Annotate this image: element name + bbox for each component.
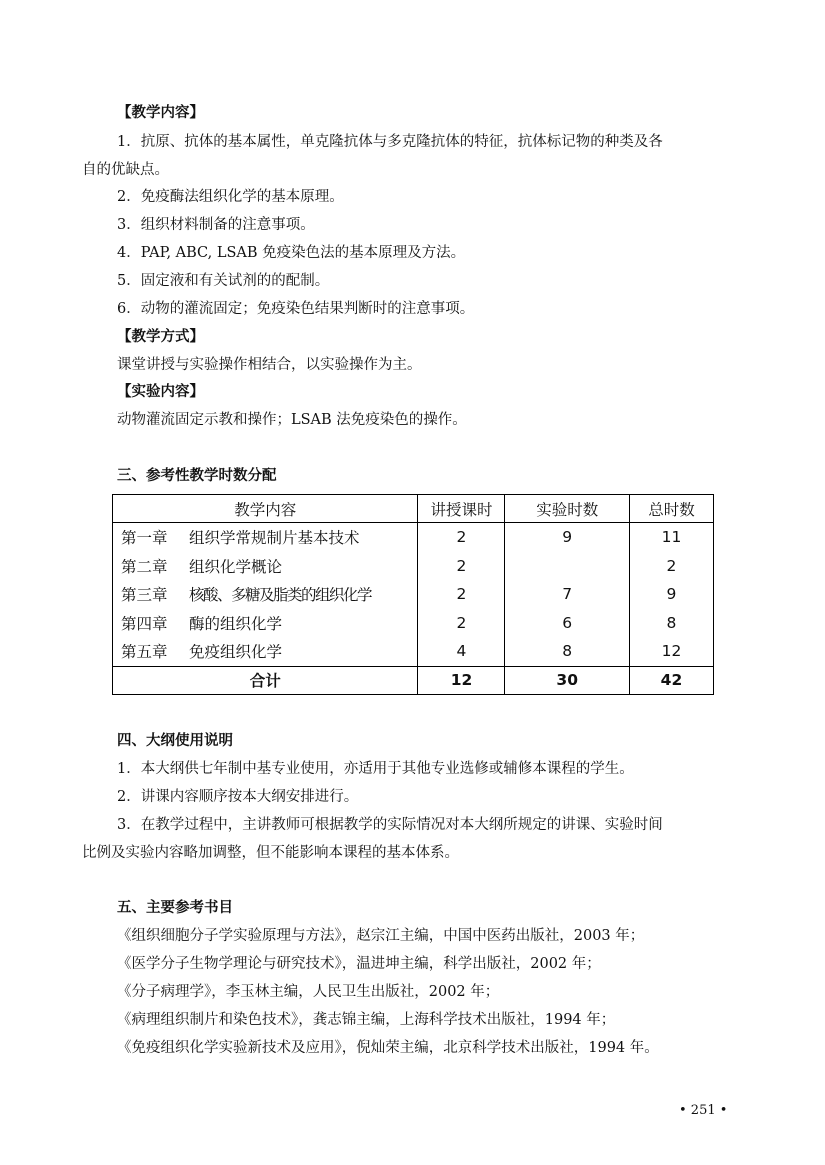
table-header-row (113, 495, 714, 523)
total-hours: 2 (629, 552, 713, 581)
column-header-lab: 实验时数 (505, 495, 629, 523)
lecture-hours: 2 (418, 580, 505, 609)
table-row (113, 609, 714, 638)
teaching-content-item-6: 6．动物的灌流固定；免疫染色结果判断时的注意事项。 (117, 301, 475, 317)
chapter-title: 核酸、多糖及脂类的组织化学 (189, 586, 372, 605)
usage-item-2: 2．讲课内容顺序按本大纲安排进行。 (117, 789, 359, 805)
chapter-label: 第一章 (121, 529, 168, 548)
row-content (113, 523, 418, 552)
lab-hours: 7 (505, 580, 629, 609)
chapter-title: 免疫组织化学 (189, 643, 283, 662)
chapter-title: 组织化学概论 (189, 557, 283, 576)
total-hours: 8 (629, 609, 713, 638)
reference-item: 《免疫组织化学实验新技术及应用》，倪灿荣主编，北京科学技术出版社，1994 年。 (117, 1040, 659, 1056)
table-row (113, 580, 714, 609)
lecture-hours: 2 (418, 523, 505, 552)
total-lab-hours: 30 (505, 666, 629, 694)
table-total-row (113, 666, 714, 694)
column-header-total: 总时数 (629, 495, 713, 523)
table-row (113, 637, 714, 666)
chapter-label: 第二章 (121, 557, 168, 576)
row-content (113, 552, 418, 581)
row-content (113, 637, 418, 666)
row-content (113, 580, 418, 609)
lab-hours (505, 552, 629, 581)
reference-item: 《组织细胞分子学实验原理与方法》，赵宗江主编，中国中医药出版社，2003 年； (117, 928, 645, 944)
lecture-hours: 4 (418, 637, 505, 666)
teaching-content-item-3: 3．组织材料制备的注意事项。 (117, 217, 315, 233)
teaching-content-item-5: 5．固定液和有关试剂的的配制。 (117, 273, 330, 289)
column-header-content: 教学内容 (113, 495, 418, 523)
chapter-label: 第四章 (121, 614, 168, 633)
reference-item: 《分子病理学》，李玉林主编，人民卫生出版社，2002 年； (117, 984, 500, 1000)
page-number: • 251 • (679, 1103, 728, 1118)
teaching-content-item-1: 1．抗原、抗体的基本属性，单克隆抗体与多克隆抗体的特征，抗体标记物的种类及各 (117, 134, 663, 150)
total-hours: 9 (629, 580, 713, 609)
total-hours: 12 (629, 637, 713, 666)
teaching-content-item-4: 4．PAP, ABC, LSAB 免疫染色法的基本原理及方法。 (117, 245, 466, 261)
teaching-method-heading: 【教学方式】 (117, 329, 204, 345)
reference-item: 《病理组织制片和染色技术》，龚志锦主编，上海科学技术出版社，1994 年； (117, 1012, 616, 1028)
chapter-label: 第三章 (121, 586, 168, 605)
teaching-content-item-2: 2．免疫酶法组织化学的基本原理。 (117, 189, 344, 205)
hours-heading: 三、参考性教学时数分配 (117, 468, 277, 484)
total-hours: 11 (629, 523, 713, 552)
usage-heading: 四、大纲使用说明 (117, 733, 233, 749)
usage-item-1: 1．本大纲供七年制中基专业使用，亦适用于其他专业选修或辅修本课程的学生。 (117, 761, 634, 777)
total-lecture-hours: 12 (418, 666, 505, 694)
lecture-hours: 2 (418, 609, 505, 638)
teaching-content-heading: 【教学内容】 (117, 105, 204, 121)
reference-item: 《医学分子生物学理论与研究技术》，温进坤主编，科学出版社，2002 年； (117, 956, 601, 972)
table-row (113, 552, 714, 581)
column-header-lecture: 讲授课时 (418, 495, 505, 523)
experiment-content-text: 动物灌流固定示教和操作；LSAB 法免疫染色的操作。 (117, 412, 467, 428)
total-label: 合计 (113, 666, 418, 694)
lab-hours: 8 (505, 637, 629, 666)
chapter-label: 第五章 (121, 643, 168, 662)
usage-item-3-cont: 比例及实验内容略加调整，但不能影响本课程的基本体系。 (82, 845, 459, 861)
references-heading: 五、主要参考书目 (117, 900, 233, 916)
teaching-method-text: 课堂讲授与实验操作相结合，以实验操作为主。 (117, 357, 422, 373)
grand-total-hours: 42 (629, 666, 713, 694)
lab-hours: 9 (505, 523, 629, 552)
teaching-content-item-1-cont: 自的优缺点。 (82, 162, 169, 178)
chapter-title: 酶的组织化学 (189, 614, 283, 633)
experiment-content-heading: 【实验内容】 (117, 384, 204, 400)
chapter-title: 组织学常规制片基本技术 (189, 529, 360, 548)
lecture-hours: 2 (418, 552, 505, 581)
row-content (113, 609, 418, 638)
table-row (113, 523, 714, 552)
usage-item-3: 3．在教学过程中，主讲教师可根据教学的实际情况对本大纲所规定的讲课、实验时间 (117, 817, 663, 833)
lab-hours: 6 (505, 609, 629, 638)
hours-table (112, 494, 714, 695)
